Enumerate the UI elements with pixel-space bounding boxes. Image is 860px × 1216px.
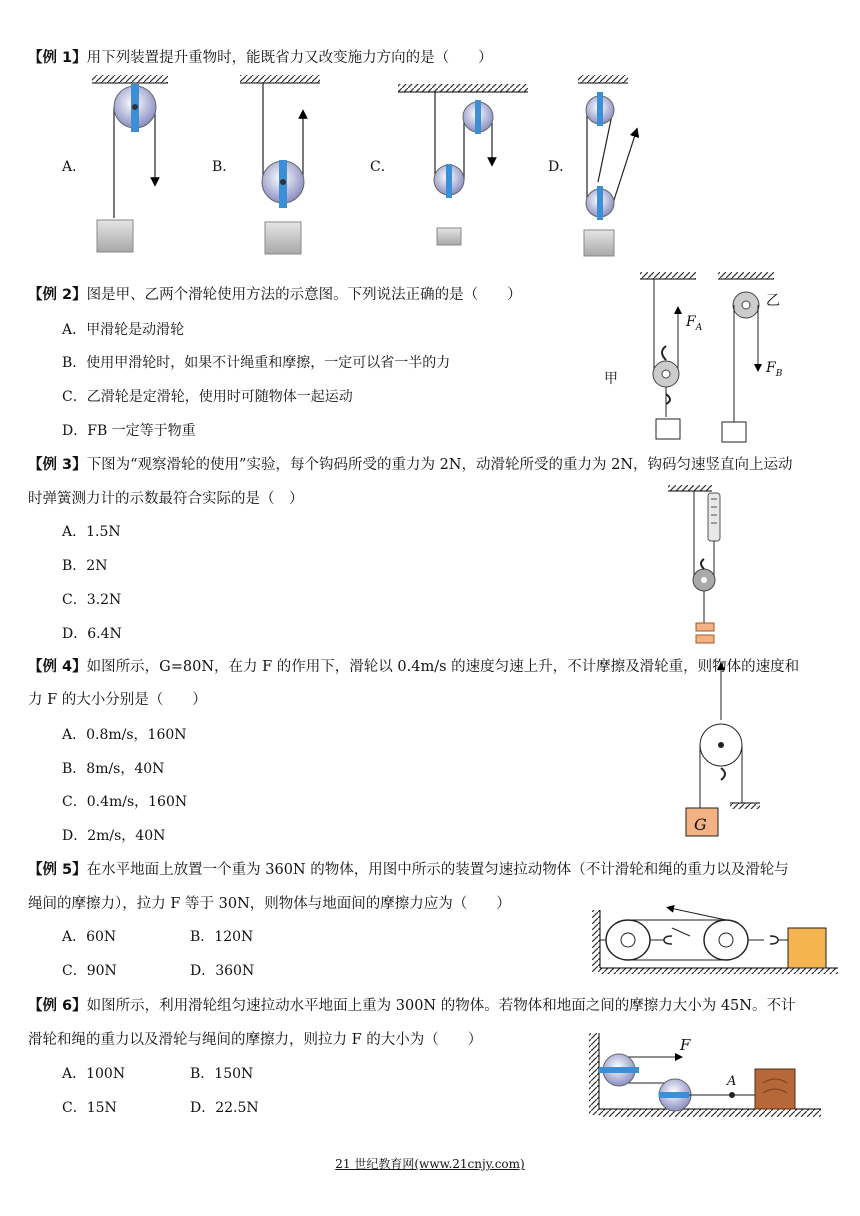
ex4-stem-line1: 【例 4】如图所示，G=80N，在力 F 的作用下，滑轮以 0.4m/s 的速度匀速上升，不计摩擦及滑轮重，则物体的速度和 (28, 659, 800, 675)
ex1-option-c[interactable]: C． (370, 159, 395, 175)
label-fb: $F_B$ (766, 360, 783, 379)
ex5-option-a[interactable]: A．60N (62, 929, 117, 945)
ex1-tag: 【例 1】 (28, 50, 87, 66)
ex3-option-c[interactable]: C．3.2N (62, 592, 122, 608)
ex6-figure (585, 1033, 825, 1123)
ex4-figure (678, 660, 788, 840)
ex2-figure (630, 272, 830, 442)
ex3-option-b[interactable]: B．2N (62, 558, 108, 574)
ex4-option-b[interactable]: B．8m/s，40N (62, 761, 165, 777)
ex6-option-b[interactable]: B．150N (190, 1066, 254, 1082)
label-a: A (727, 1074, 737, 1089)
footer-source[interactable]: 21 世纪教育网(www.21cnjy.com) (335, 1157, 525, 1171)
ex2-option-b[interactable]: B．使用甲滑轮时，如果不计绳重和摩擦，一定可以省一半的力 (62, 355, 451, 371)
fig-d-pulley-system (578, 75, 636, 256)
ex5-option-c[interactable]: C．90N (62, 963, 117, 979)
ex3-tag: 【例 3】 (28, 457, 87, 473)
ex3-stem-line2: 时弹簧测力计的示数最符合实际的是（ ） (28, 491, 304, 507)
ex1-option-d[interactable]: D． (548, 159, 574, 175)
ex5-stem-line2: 绳间的摩擦力），拉力 F 等于 30N，则物体与地面间的摩擦力应为（ ） (28, 896, 511, 912)
ex6-stem-line1: 【例 6】如图所示，利用滑轮组匀速拉动水平地面上重为 300N 的物体。若物体和地面之间的摩擦力大小为 45N。不计 (28, 998, 796, 1014)
ex5-option-d[interactable]: D．360N (190, 963, 255, 979)
ex1-option-b[interactable]: B． (212, 159, 237, 175)
fig-a-fixed-pulley (92, 75, 168, 252)
ex1-figures (0, 70, 860, 270)
ex5-option-b[interactable]: B．120N (190, 929, 254, 945)
ex1-option-a[interactable]: A． (62, 159, 87, 175)
ex4-stem-line2: 力 F 的大小分别是（ ） (28, 692, 207, 708)
label-g: G (694, 815, 707, 834)
ex4-option-a[interactable]: A．0.8m/s，160N (62, 727, 187, 743)
ex6-option-a[interactable]: A．100N (62, 1066, 126, 1082)
label-jia: 甲 (604, 371, 618, 387)
ex6-option-d[interactable]: D．22.5N (190, 1100, 259, 1116)
label-fa: $F_A$ (686, 314, 703, 333)
ex5-stem-line1: 【例 5】在水平地面上放置一个重为 360N 的物体，用图中所示的装置匀速拉动物体（不计滑轮和绳的重力以及滑轮与 (28, 862, 789, 878)
ex2-option-c[interactable]: C．乙滑轮是定滑轮，使用时可随物体一起运动 (62, 389, 353, 405)
label-yi: 乙 (766, 293, 780, 309)
ex4-tag: 【例 4】 (28, 659, 87, 675)
ex4-option-d[interactable]: D．2m/s，40N (62, 828, 166, 844)
ex3-option-a[interactable]: A．1.5N (62, 524, 121, 540)
ex6-tag: 【例 6】 (28, 998, 87, 1014)
ex1-stem: 【例 1】用下列装置提升重物时，能既省力又改变施力方向的是（ ） (28, 50, 493, 66)
ex6-option-c[interactable]: C．15N (62, 1100, 117, 1116)
ex3-stem-line1: 【例 3】下图为“观察滑轮的使用”实验，每个钩码所受的重力为 2N，动滑轮所受的重力为 2N，钩码匀速竖直向上运动 (28, 457, 793, 473)
label-f: F (680, 1036, 691, 1054)
ex5-tag: 【例 5】 (28, 862, 87, 878)
ex2-option-d[interactable]: D．FB 一定等于物重 (62, 423, 196, 439)
ex3-option-d[interactable]: D．6.4N (62, 626, 122, 642)
ex4-option-c[interactable]: C．0.4m/s，160N (62, 794, 188, 810)
ex2-tag: 【例 2】 (28, 287, 87, 303)
fig-b-movable-pulley (240, 75, 320, 254)
ex3-figure (664, 485, 744, 655)
ex2-option-a[interactable]: A．甲滑轮是动滑轮 (62, 322, 185, 338)
ex2-stem: 【例 2】图是甲、乙两个滑轮使用方法的示意图。下列说法正确的是（ ） (28, 287, 522, 303)
ex6-stem-line2: 滑轮和绳的重力以及滑轮与绳间的摩擦力，则拉力 F 的大小为（ ） (28, 1032, 483, 1048)
fig-c-pulley-system (398, 84, 528, 245)
ex5-figure (592, 906, 842, 976)
